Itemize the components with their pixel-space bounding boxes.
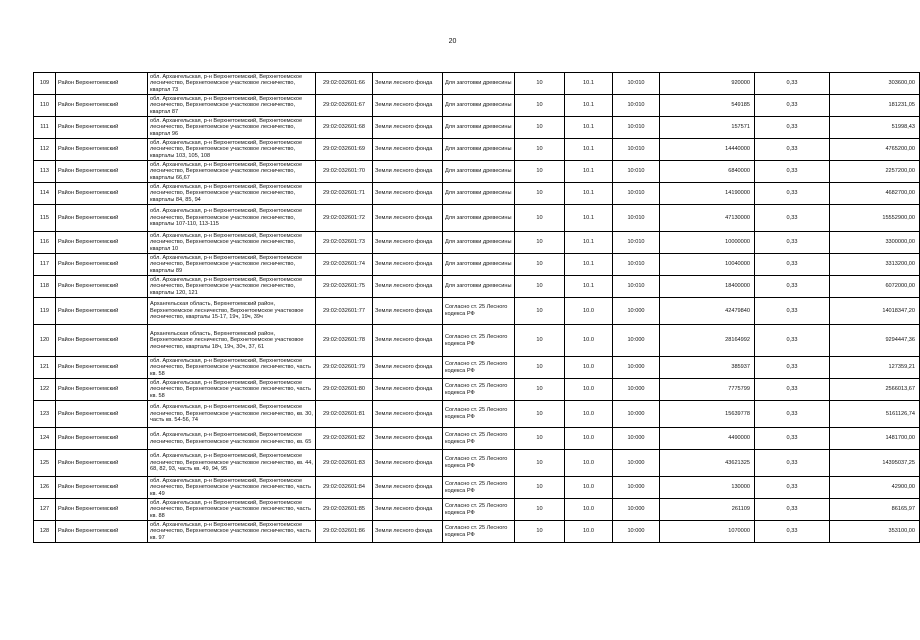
permitted-use-cell: Согласно ст. 25 Лесного кодекса РФ — [443, 298, 515, 325]
district-cell: Район Верхнетоемский — [56, 254, 148, 276]
table-body — [34, 73, 920, 543]
rate-cell: 0,33 — [755, 139, 830, 161]
permitted-use-cell: Для заготовки древесины — [443, 139, 515, 161]
district-cell: Район Верхнетоемский — [56, 450, 148, 477]
cadastral-number-cell: 29:02:032601:71 — [316, 183, 373, 205]
table-row — [34, 161, 920, 183]
cadastral-number-cell: 29:02:032601:74 — [316, 254, 373, 276]
code-cell: 10:000 — [613, 357, 660, 379]
permitted-use-cell: Согласно ст. 25 Лесного кодекса РФ — [443, 428, 515, 450]
code-group-cell: 10 — [515, 183, 565, 205]
area-cell: 14190000 — [660, 183, 755, 205]
row-number: 124 — [34, 428, 56, 450]
cadastral-value-cell: 4765200,00 — [830, 139, 920, 161]
rate-cell: 0,33 — [755, 298, 830, 325]
table-row — [34, 183, 920, 205]
code-subgroup-cell: 10.0 — [565, 379, 613, 401]
table-row — [34, 379, 920, 401]
table-row — [34, 117, 920, 139]
row-number: 127 — [34, 499, 56, 521]
cadastral-number-cell: 29:02:032601:78 — [316, 325, 373, 357]
rate-cell: 0,33 — [755, 161, 830, 183]
code-cell: 10:010 — [613, 161, 660, 183]
rate-cell: 0,33 — [755, 325, 830, 357]
land-category-cell: Земли лесного фонда — [373, 117, 443, 139]
address-cell: обл. Архангельская, р-н Верхнетоемский, Верхнетоемское лесничество, Верхнетоемское участковое лесничество, часть кв. 88 — [148, 499, 316, 521]
district-cell: Район Верхнетоемский — [56, 161, 148, 183]
address-cell: обл. Архангельская, р-н Верхнетоемский, Верхнетоемское лесничество, Верхнетоемское участковое лесничество, квартал 96 — [148, 117, 316, 139]
address-cell: обл. Архангельская, р-н Верхнетоемский, Верхнетоемское лесничество, Верхнетоемское участковое лесничество, кв. 44, 68, 82, 93, часть кв. 49, 94, 95 — [148, 450, 316, 477]
code-group-cell: 10 — [515, 379, 565, 401]
address-cell: обл. Архангельская, р-н Верхнетоемский, Верхнетоемское лесничество, Верхнетоемское участковое лесничество, кварталы 107-110, 113-115 — [148, 205, 316, 232]
code-cell: 10:010 — [613, 183, 660, 205]
district-cell: Район Верхнетоемский — [56, 298, 148, 325]
code-cell: 10:000 — [613, 450, 660, 477]
cadastral-value-cell: 3313200,00 — [830, 254, 920, 276]
code-cell: 10:000 — [613, 499, 660, 521]
district-cell: Район Верхнетоемский — [56, 276, 148, 298]
district-cell: Район Верхнетоемский — [56, 379, 148, 401]
code-group-cell: 10 — [515, 232, 565, 254]
permitted-use-cell: Для заготовки древесины — [443, 276, 515, 298]
land-category-cell: Земли лесного фонда — [373, 450, 443, 477]
row-number: 121 — [34, 357, 56, 379]
address-cell: обл. Архангельская, р-н Верхнетоемский, Верхнетоемское лесничество, Верхнетоемское участковое лесничество, кварталы 120, 121 — [148, 276, 316, 298]
address-cell: обл. Архангельская, р-н Верхнетоемский, Верхнетоемское лесничество, Верхнетоемское участковое лесничество, квартал 87 — [148, 95, 316, 117]
row-number: 110 — [34, 95, 56, 117]
cadastral-number-cell: 29:02:032601:75 — [316, 276, 373, 298]
page-number: 20 — [448, 38, 457, 45]
permitted-use-cell: Согласно ст. 25 Лесного кодекса РФ — [443, 499, 515, 521]
table-row — [34, 298, 920, 325]
cadastral-number-cell: 29:02:032601:84 — [316, 477, 373, 499]
code-group-cell: 10 — [515, 401, 565, 428]
address-cell: обл. Архангельская, р-н Верхнетоемский, Верхнетоемское лесничество, Верхнетоемское участковое лесничество, кварталы 103, 105, 108 — [148, 139, 316, 161]
code-subgroup-cell: 10.0 — [565, 401, 613, 428]
area-cell: 7775799 — [660, 379, 755, 401]
code-cell: 10:000 — [613, 379, 660, 401]
rate-cell: 0,33 — [755, 477, 830, 499]
rate-cell: 0,33 — [755, 450, 830, 477]
land-category-cell: Земли лесного фонда — [373, 232, 443, 254]
permitted-use-cell: Для заготовки древесины — [443, 95, 515, 117]
code-subgroup-cell: 10.1 — [565, 95, 613, 117]
row-number: 113 — [34, 161, 56, 183]
cadastral-value-cell: 14018347,20 — [830, 298, 920, 325]
land-category-cell: Земли лесного фонда — [373, 254, 443, 276]
permitted-use-cell: Для заготовки древесины — [443, 232, 515, 254]
cadastral-number-cell: 29:02:032601:77 — [316, 298, 373, 325]
row-number: 126 — [34, 477, 56, 499]
area-cell: 1070000 — [660, 521, 755, 543]
area-cell: 18400000 — [660, 276, 755, 298]
cadastral-value-cell: 86165,97 — [830, 499, 920, 521]
district-cell: Район Верхнетоемский — [56, 499, 148, 521]
code-cell: 10:010 — [613, 139, 660, 161]
address-cell: обл. Архангельская, р-н Верхнетоемский, Верхнетоемское лесничество, Верхнетоемское участковое лесничество, квартал 73 — [148, 73, 316, 95]
code-cell: 10:010 — [613, 73, 660, 95]
code-subgroup-cell: 10.1 — [565, 139, 613, 161]
cadastral-number-cell: 29:02:032601:79 — [316, 357, 373, 379]
permitted-use-cell: Согласно ст. 25 Лесного кодекса РФ — [443, 325, 515, 357]
code-cell: 10:010 — [613, 95, 660, 117]
code-cell: 10:010 — [613, 205, 660, 232]
land-category-cell: Земли лесного фонда — [373, 401, 443, 428]
cadastral-number-cell: 29:02:032601:69 — [316, 139, 373, 161]
code-subgroup-cell: 10.0 — [565, 357, 613, 379]
permitted-use-cell: Для заготовки древесины — [443, 254, 515, 276]
row-number: 118 — [34, 276, 56, 298]
district-cell: Район Верхнетоемский — [56, 139, 148, 161]
permitted-use-cell: Согласно ст. 25 Лесного кодекса РФ — [443, 379, 515, 401]
permitted-use-cell: Для заготовки древесины — [443, 73, 515, 95]
area-cell: 6840000 — [660, 161, 755, 183]
code-cell: 10:010 — [613, 254, 660, 276]
district-cell: Район Верхнетоемский — [56, 183, 148, 205]
address-cell: обл. Архангельская, р-н Верхнетоемский, Верхнетоемское лесничество, Верхнетоемское участковое лесничество, часть кв. 97 — [148, 521, 316, 543]
area-cell: 28164992 — [660, 325, 755, 357]
code-group-cell: 10 — [515, 95, 565, 117]
cadastral-value-cell: 3300000,00 — [830, 232, 920, 254]
code-cell: 10:010 — [613, 232, 660, 254]
row-number: 125 — [34, 450, 56, 477]
rate-cell: 0,33 — [755, 521, 830, 543]
area-cell: 42479840 — [660, 298, 755, 325]
code-cell: 10:010 — [613, 117, 660, 139]
cadastral-number-cell: 29:02:032601:70 — [316, 161, 373, 183]
land-category-cell: Земли лесного фонда — [373, 95, 443, 117]
row-number: 111 — [34, 117, 56, 139]
address-cell: обл. Архангельская, р-н Верхнетоемский, Верхнетоемское лесничество, Верхнетоемское участковое лесничество, кварталы 66,67 — [148, 161, 316, 183]
rate-cell: 0,33 — [755, 205, 830, 232]
cadastral-number-cell: 29:02:032601:66 — [316, 73, 373, 95]
land-category-cell: Земли лесного фонда — [373, 139, 443, 161]
cadastral-number-cell: 29:02:032601:73 — [316, 232, 373, 254]
table-row — [34, 254, 920, 276]
code-cell: 10:000 — [613, 521, 660, 543]
area-cell: 15639778 — [660, 401, 755, 428]
area-cell: 43621325 — [660, 450, 755, 477]
table-row — [34, 325, 920, 357]
area-cell: 10000000 — [660, 232, 755, 254]
cadastral-value-cell: 6072000,00 — [830, 276, 920, 298]
code-cell: 10:000 — [613, 401, 660, 428]
cadastral-value-cell: 15552900,00 — [830, 205, 920, 232]
area-cell: 14440000 — [660, 139, 755, 161]
area-cell: 385937 — [660, 357, 755, 379]
land-category-cell: Земли лесного фонда — [373, 298, 443, 325]
cadastral-value-cell: 303600,00 — [830, 73, 920, 95]
cadastral-number-cell: 29:02:032601:68 — [316, 117, 373, 139]
code-group-cell: 10 — [515, 325, 565, 357]
code-group-cell: 10 — [515, 117, 565, 139]
land-registry-table — [33, 72, 920, 543]
rate-cell: 0,33 — [755, 276, 830, 298]
table-row — [34, 95, 920, 117]
code-cell: 10:010 — [613, 276, 660, 298]
rate-cell: 0,33 — [755, 379, 830, 401]
cadastral-value-cell: 9294447,36 — [830, 325, 920, 357]
code-subgroup-cell: 10.1 — [565, 205, 613, 232]
cadastral-value-cell: 353100,00 — [830, 521, 920, 543]
code-group-cell: 10 — [515, 428, 565, 450]
code-subgroup-cell: 10.0 — [565, 450, 613, 477]
permitted-use-cell: Согласно ст. 25 Лесного кодекса РФ — [443, 357, 515, 379]
rate-cell: 0,33 — [755, 232, 830, 254]
address-cell: обл. Архангельская, р-н Верхнетоемский, Верхнетоемское лесничество, Верхнетоемское участковое лесничество, кв. 65 — [148, 428, 316, 450]
code-group-cell: 10 — [515, 139, 565, 161]
code-group-cell: 10 — [515, 205, 565, 232]
code-cell: 10:000 — [613, 428, 660, 450]
address-cell: Архангельская область, Верхнетоемский район, Верхнетоемское лесничество, Верхнетоемское участковое лесничество, кварталы 18ч, 19ч, 30ч, 37, 61 — [148, 325, 316, 357]
code-subgroup-cell: 10.0 — [565, 521, 613, 543]
cadastral-number-cell: 29:02:032601:82 — [316, 428, 373, 450]
row-number: 117 — [34, 254, 56, 276]
district-cell: Район Верхнетоемский — [56, 232, 148, 254]
cadastral-value-cell: 181231,05 — [830, 95, 920, 117]
land-category-cell: Земли лесного фонда — [373, 205, 443, 232]
cadastral-number-cell: 29:02:032601:86 — [316, 521, 373, 543]
code-subgroup-cell: 10.0 — [565, 298, 613, 325]
district-cell: Район Верхнетоемский — [56, 95, 148, 117]
cadastral-number-cell: 29:02:032601:67 — [316, 95, 373, 117]
code-group-cell: 10 — [515, 276, 565, 298]
code-subgroup-cell: 10.1 — [565, 183, 613, 205]
cadastral-value-cell: 1481700,00 — [830, 428, 920, 450]
land-category-cell: Земли лесного фонда — [373, 477, 443, 499]
address-cell: Архангельская область, Верхнетоемский район, Верхнетоемское лесничество, Верхнетоемское участковое лесничество, кварталы 15-17, 19ч, 19ч, 39ч — [148, 298, 316, 325]
land-category-cell: Земли лесного фонда — [373, 276, 443, 298]
cadastral-value-cell: 2257200,00 — [830, 161, 920, 183]
table-row — [34, 205, 920, 232]
address-cell: обл. Архангельская, р-н Верхнетоемский, Верхнетоемское лесничество, Верхнетоемское участковое лесничество, часть кв. 49 — [148, 477, 316, 499]
code-subgroup-cell: 10.1 — [565, 276, 613, 298]
rate-cell: 0,33 — [755, 95, 830, 117]
row-number: 120 — [34, 325, 56, 357]
land-category-cell: Земли лесного фонда — [373, 73, 443, 95]
row-number: 119 — [34, 298, 56, 325]
code-subgroup-cell: 10.0 — [565, 325, 613, 357]
code-group-cell: 10 — [515, 357, 565, 379]
row-number: 112 — [34, 139, 56, 161]
area-cell: 261109 — [660, 499, 755, 521]
permitted-use-cell: Для заготовки древесины — [443, 117, 515, 139]
land-category-cell: Земли лесного фонда — [373, 521, 443, 543]
address-cell: обл. Архангельская, р-н Верхнетоемский, Верхнетоемское лесничество, Верхнетоемское участковое лесничество, квартал 10 — [148, 232, 316, 254]
address-cell: обл. Архангельская, р-н Верхнетоемский, Верхнетоемское лесничество, Верхнетоемское участковое лесничество, часть кв. 58 — [148, 357, 316, 379]
land-category-cell: Земли лесного фонда — [373, 499, 443, 521]
permitted-use-cell: Согласно ст. 25 Лесного кодекса РФ — [443, 401, 515, 428]
district-cell: Район Верхнетоемский — [56, 205, 148, 232]
district-cell: Район Верхнетоемский — [56, 401, 148, 428]
code-subgroup-cell: 10.0 — [565, 477, 613, 499]
rate-cell: 0,33 — [755, 401, 830, 428]
cadastral-number-cell: 29:02:032601:81 — [316, 401, 373, 428]
area-cell: 549185 — [660, 95, 755, 117]
code-subgroup-cell: 10.1 — [565, 232, 613, 254]
row-number: 123 — [34, 401, 56, 428]
district-cell: Район Верхнетоемский — [56, 428, 148, 450]
table-row — [34, 477, 920, 499]
cadastral-value-cell: 2566013,67 — [830, 379, 920, 401]
area-cell: 4490000 — [660, 428, 755, 450]
cadastral-value-cell: 4682700,00 — [830, 183, 920, 205]
row-number: 116 — [34, 232, 56, 254]
address-cell: обл. Архангельская, р-н Верхнетоемский, Верхнетоемское лесничество, Верхнетоемское участковое лесничество, кварталы 84, 85, 94 — [148, 183, 316, 205]
permitted-use-cell: Для заготовки древесины — [443, 205, 515, 232]
district-cell: Район Верхнетоемский — [56, 477, 148, 499]
permitted-use-cell: Согласно ст. 25 Лесного кодекса РФ — [443, 477, 515, 499]
rate-cell: 0,33 — [755, 73, 830, 95]
rate-cell: 0,33 — [755, 183, 830, 205]
land-category-cell: Земли лесного фонда — [373, 379, 443, 401]
address-cell: обл. Архангельская, р-н Верхнетоемский, Верхнетоемское лесничество, Верхнетоемское участковое лесничество, часть кв. 58 — [148, 379, 316, 401]
permitted-use-cell: Согласно ст. 25 Лесного кодекса РФ — [443, 450, 515, 477]
code-subgroup-cell: 10.0 — [565, 499, 613, 521]
cadastral-number-cell: 29:02:032601:85 — [316, 499, 373, 521]
area-cell: 10040000 — [660, 254, 755, 276]
district-cell: Район Верхнетоемский — [56, 325, 148, 357]
code-group-cell: 10 — [515, 521, 565, 543]
row-number: 115 — [34, 205, 56, 232]
district-cell: Район Верхнетоемский — [56, 117, 148, 139]
address-cell: обл. Архангельская, р-н Верхнетоемский, Верхнетоемское лесничество, Верхнетоемское участковое лесничество, кв. 30, часть кв. 54-56, 74 — [148, 401, 316, 428]
code-group-cell: 10 — [515, 499, 565, 521]
row-number: 114 — [34, 183, 56, 205]
table-row — [34, 401, 920, 428]
code-group-cell: 10 — [515, 298, 565, 325]
table-row — [34, 357, 920, 379]
rate-cell: 0,33 — [755, 499, 830, 521]
table-row — [34, 73, 920, 95]
cadastral-number-cell: 29:02:032601:72 — [316, 205, 373, 232]
permitted-use-cell: Для заготовки древесины — [443, 183, 515, 205]
cadastral-value-cell: 51998,43 — [830, 117, 920, 139]
address-cell: обл. Архангельская, р-н Верхнетоемский, Верхнетоемское лесничество, Верхнетоемское участковое лесничество, кварталы 89 — [148, 254, 316, 276]
code-group-cell: 10 — [515, 450, 565, 477]
row-number: 122 — [34, 379, 56, 401]
district-cell: Район Верхнетоемский — [56, 521, 148, 543]
district-cell: Район Верхнетоемский — [56, 73, 148, 95]
cadastral-value-cell: 42900,00 — [830, 477, 920, 499]
table-row — [34, 232, 920, 254]
area-cell: 157571 — [660, 117, 755, 139]
cadastral-value-cell: 5161126,74 — [830, 401, 920, 428]
code-subgroup-cell: 10.1 — [565, 73, 613, 95]
table-row — [34, 276, 920, 298]
rate-cell: 0,33 — [755, 357, 830, 379]
row-number: 109 — [34, 73, 56, 95]
cadastral-number-cell: 29:02:032601:83 — [316, 450, 373, 477]
table-row — [34, 521, 920, 543]
code-subgroup-cell: 10.1 — [565, 254, 613, 276]
code-group-cell: 10 — [515, 477, 565, 499]
table-row — [34, 450, 920, 477]
land-category-cell: Земли лесного фонда — [373, 357, 443, 379]
code-subgroup-cell: 10.0 — [565, 428, 613, 450]
table-row — [34, 139, 920, 161]
rate-cell: 0,33 — [755, 117, 830, 139]
area-cell: 920000 — [660, 73, 755, 95]
code-group-cell: 10 — [515, 161, 565, 183]
code-cell: 10:000 — [613, 477, 660, 499]
cadastral-value-cell: 127359,21 — [830, 357, 920, 379]
code-group-cell: 10 — [515, 254, 565, 276]
table-row — [34, 428, 920, 450]
code-cell: 10:000 — [613, 325, 660, 357]
cadastral-value-cell: 14395037,25 — [830, 450, 920, 477]
row-number: 128 — [34, 521, 56, 543]
code-group-cell: 10 — [515, 73, 565, 95]
table-row — [34, 499, 920, 521]
rate-cell: 0,33 — [755, 254, 830, 276]
code-cell: 10:000 — [613, 298, 660, 325]
area-cell: 47130000 — [660, 205, 755, 232]
rate-cell: 0,33 — [755, 428, 830, 450]
permitted-use-cell: Согласно ст. 25 Лесного кодекса РФ — [443, 521, 515, 543]
code-subgroup-cell: 10.1 — [565, 161, 613, 183]
permitted-use-cell: Для заготовки древесины — [443, 161, 515, 183]
district-cell: Район Верхнетоемский — [56, 357, 148, 379]
area-cell: 130000 — [660, 477, 755, 499]
land-category-cell: Земли лесного фонда — [373, 161, 443, 183]
cadastral-number-cell: 29:02:032601:80 — [316, 379, 373, 401]
land-category-cell: Земли лесного фонда — [373, 183, 443, 205]
land-category-cell: Земли лесного фонда — [373, 428, 443, 450]
land-category-cell: Земли лесного фонда — [373, 325, 443, 357]
code-subgroup-cell: 10.1 — [565, 117, 613, 139]
